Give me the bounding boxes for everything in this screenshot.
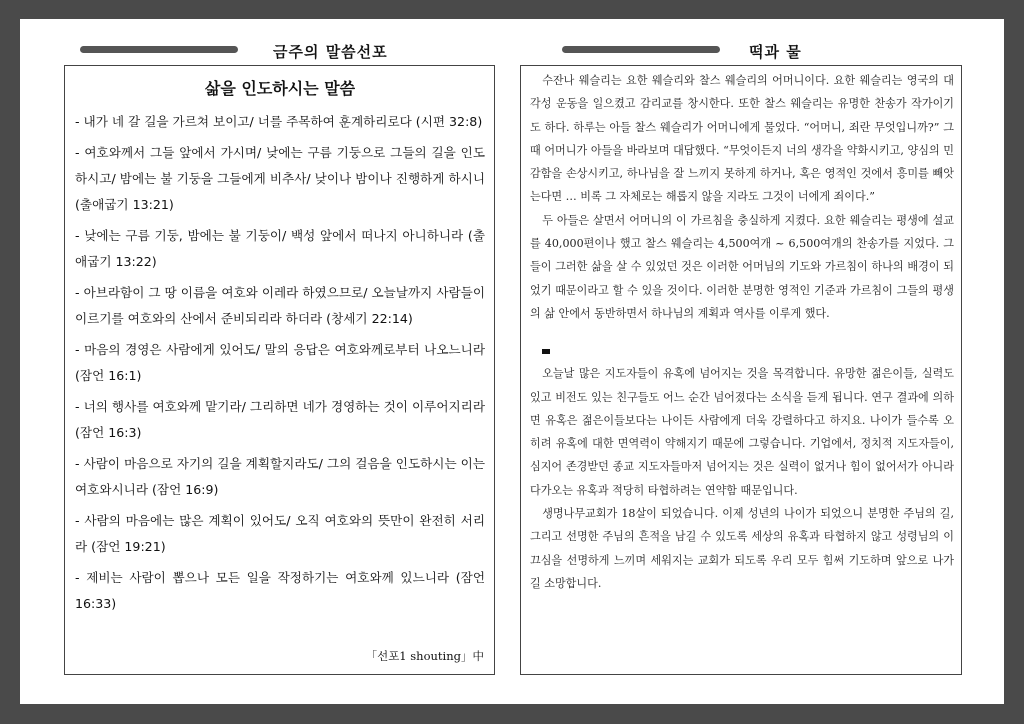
verse-item: - 여호와께서 그들 앞에서 가시며/ 낮에는 구름 기둥으로 그들의 길을 인도하시고/ 밤에는 불 기둥을 그들에게 비추사/ 낮이나 밤이나 진행하게 하시니 (출애굽기 13:21) xyxy=(75,145,485,212)
section-marker xyxy=(542,349,550,354)
essay-paragraph: 오늘날 많은 지도자들이 유혹에 넘어지는 것을 목격합니다. 유망한 젊은이들, 실력도 있고 비전도 있는 친구들도 어느 순간 넘어졌다는 소식을 듣게 됩니다. 연구 결과에 의하면 유혹은 젊은이들보다는 나이든 사람에게 더욱 강렬하다고 하지요. 나이가 들수록 오히려 유혹에 대한 면역력이 약해지기 때문에 그렇습니다. 기업에서, 정치적 지도자들이, 심지어 존경받던 종교 지도자들마저 넘어지는 것은 실력이 없거나 힘이 없어서가 아니라 다가오는 유혹과 적당히 타협하려는 연약함 때문입니다. xyxy=(530,367,954,497)
verse-item: - 내가 네 갈 길을 가르쳐 보이고/ 너를 주목하여 훈계하리로다 (시편 32:8) xyxy=(75,114,483,129)
scripture-source: 「선포1 shouting」中 xyxy=(365,649,484,663)
verse-item: - 사람이 마음으로 자기의 길을 계획할지라도/ 그의 걸음을 인도하시는 이는 여호와시니라 (잠언 16:9) xyxy=(75,456,485,497)
verse-item: - 사람의 마음에는 많은 계획이 있어도/ 오직 여호와의 뜻만이 완전히 서리라 (잠언 19:21) xyxy=(75,513,485,554)
right-header xyxy=(562,41,982,63)
left-header xyxy=(80,41,500,63)
scripture-box xyxy=(64,65,495,675)
left-header-title: 금주의 말씀선포 xyxy=(273,43,388,61)
verse-item: - 아브라함이 그 땅 이름을 여호와 이레라 하였으므로/ 오늘날까지 사람들이 이르기를 여호와의 산에서 준비되리라 하더라 (창세기 22:14) xyxy=(75,285,485,326)
verse-item: - 마음의 경영은 사람에게 있어도/ 말의 응답은 여호와께로부터 나오느니라 (잠언 16:1) xyxy=(75,342,485,383)
verse-item: - 제비는 사람이 뽑으나 모든 일을 작정하기는 여호와께 있느니라 (잠언 16:33) xyxy=(75,570,485,611)
verse-item: - 너의 행사를 여호와께 맡기라/ 그리하면 네가 경영하는 것이 이루어지리라 (잠언 16:3) xyxy=(75,399,485,440)
essay-paragraph: 두 아들은 살면서 어머니의 이 가르침을 충실하게 지켰다. 요한 웨슬리는 평생에 설교를 40,000편이나 했고 찰스 웨슬리는 4,500여개 ~ 6,500여개의 찬송가를 지었다. 그들이 그러한 삶을 살 수 있었던 것은 이러한 어머님의 기도와 가르침이 하나의 배경이 되었기 때문이라고 할 수 있을 것이다. 이러한 분명한 영적인 기준과 가르침이 그들의 평생의 삶 안에서 동반하면서 하나님의 계획과 역사를 이루게 했다. xyxy=(530,213,954,320)
verse-item: - 낮에는 구름 기둥, 밤에는 불 기둥이/ 백성 앞에서 떠나지 아니하니라 (출애굽기 13:22) xyxy=(75,228,485,269)
right-header-bar xyxy=(562,46,720,53)
essay-box xyxy=(520,65,962,675)
bulletin-page xyxy=(20,19,1004,704)
essay-paragraph: 생명나무교회가 18살이 되었습니다. 이제 성년의 나이가 되었으니 분명한 주님의 길, 그리고 선명한 주님의 흔적을 남길 수 있도록 세상의 유혹과 타협하지 않고 성령님의 이끄심을 선명하게 느끼며 세워지는 교회가 되도록 우리 모두 힘써 기도하며 앞으로 나가길 소망합니다. xyxy=(530,507,954,590)
essay-paragraph: 수잔나 웨슬리는 요한 웨슬리와 찰스 웨슬리의 어머니이다. 요한 웨슬리는 영국의 대각성 운동을 일으켰고 감리교를 창시한다. 또한 찰스 웨슬리는 유명한 찬송가 작가이기도 하다. 하루는 아들 찰스 웨슬리가 어머니에게 물었다. “어머니, 죄란 무엇입니까?” 그 때 어머니가 아들을 바라보며 대답했다. “무엇이든지 너의 생각을 약화시키고, 양심의 민감함을 손상시키고, 하나님을 잘 느끼지 못하게 하거나, 혹은 영적인 것에서 흥미를 빼앗는다면 … 비록 그 자체로는 해롭지 않을 지라도 그것이 너에게 죄이다.” xyxy=(530,74,954,204)
left-header-bar xyxy=(80,46,238,53)
right-header-title: 떡과 물 xyxy=(749,43,802,61)
scripture-title: 삶을 인도하시는 말씀 xyxy=(204,79,356,98)
